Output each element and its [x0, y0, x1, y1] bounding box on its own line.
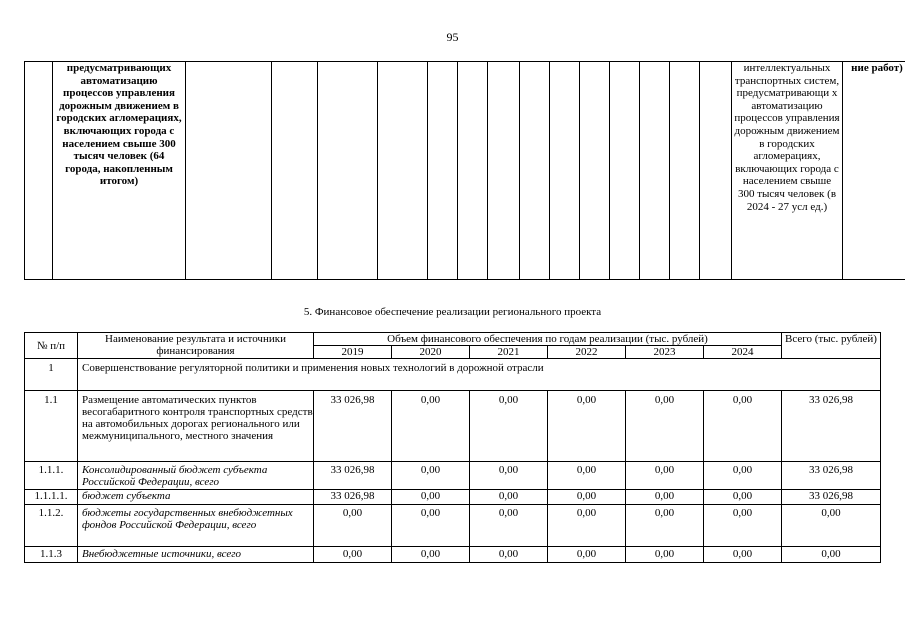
- header-year: 2019: [314, 346, 392, 359]
- row-num: 1.1.1.1.: [25, 490, 78, 505]
- value-cell: 0,00: [626, 391, 704, 462]
- value-cell: 33 026,98: [314, 462, 392, 490]
- value-cell: 0,00: [704, 490, 782, 505]
- empty-cell: [186, 62, 272, 280]
- total-cell: 33 026,98: [782, 391, 881, 462]
- value-cell: 0,00: [470, 547, 548, 563]
- value-cell: 0,00: [626, 547, 704, 563]
- header-year: 2022: [548, 346, 626, 359]
- header-volume: Объем финансового обеспечения по годам реализации (тыс. рублей): [314, 333, 782, 346]
- value-cell: 0,00: [704, 391, 782, 462]
- value-cell: 33 026,98: [314, 490, 392, 505]
- header-year: 2023: [626, 346, 704, 359]
- row-name: Консолидированный бюджет субъекта Российской Федерации, всего: [78, 462, 314, 490]
- value-cell: 0,00: [704, 462, 782, 490]
- total-cell: 0,00: [782, 547, 881, 563]
- value-cell: 0,00: [548, 547, 626, 563]
- header-name: Наименование результата и источники финансирования: [78, 333, 314, 359]
- value-cell: 0,00: [392, 505, 470, 547]
- section-title: 5. Финансовое обеспечение реализации регионального проекта: [303, 306, 602, 318]
- table-row: [25, 462, 881, 490]
- total-cell: 33 026,98: [782, 462, 881, 490]
- header-year: 2021: [470, 346, 548, 359]
- row-name: бюджет субъекта: [78, 490, 314, 505]
- row-name: Размещение автоматических пунктов весогабаритного контроля транспортных средств на автомобильных дорогах регионального или межмуниципального, местного значения: [78, 391, 314, 462]
- value-cell: 0,00: [704, 505, 782, 547]
- empty-cell: [550, 62, 580, 280]
- value-cell: 0,00: [470, 391, 548, 462]
- page-number: 95: [446, 30, 459, 44]
- value-cell: 0,00: [704, 547, 782, 563]
- value-cell: 0,00: [470, 505, 548, 547]
- empty-cell: [488, 62, 520, 280]
- value-cell: 0,00: [392, 391, 470, 462]
- table-row: [25, 547, 881, 563]
- value-cell: 0,00: [548, 462, 626, 490]
- empty-cell: [610, 62, 640, 280]
- section-num: 1: [25, 359, 78, 391]
- empty-cell: [25, 62, 53, 280]
- table-row: [25, 391, 881, 462]
- value-cell: 33 026,98: [314, 391, 392, 462]
- row-name: бюджеты государственных внебюджетных фондов Российской Федерации, всего: [78, 505, 314, 547]
- empty-cell: [520, 62, 550, 280]
- value-cell: 0,00: [548, 490, 626, 505]
- result-name-cell: предусматривающих автоматизацию процессов управления дорожным движением в городских агломерациях, включающих города с населением свыше 300 тысяч человек (64 города, накопленным итогом): [53, 62, 186, 280]
- row-name: Внебюджетные источники, всего: [78, 547, 314, 563]
- header-total: Всего (тыс. рублей): [782, 333, 881, 359]
- value-cell: 0,00: [626, 462, 704, 490]
- empty-cell: [640, 62, 670, 280]
- empty-cell: [378, 62, 428, 280]
- table-row: [25, 505, 881, 547]
- empty-cell: [700, 62, 732, 280]
- header-num: № п/п: [25, 333, 78, 359]
- value-cell: 0,00: [392, 462, 470, 490]
- empty-cell: [272, 62, 318, 280]
- value-cell: 0,00: [392, 547, 470, 563]
- finance-table: [24, 332, 881, 563]
- value-cell: 0,00: [470, 490, 548, 505]
- header-year: 2020: [392, 346, 470, 359]
- value-cell: 0,00: [470, 462, 548, 490]
- empty-cell: [580, 62, 610, 280]
- empty-cell: [318, 62, 378, 280]
- continued-table: [24, 61, 905, 280]
- empty-cell: [670, 62, 700, 280]
- empty-cell: [458, 62, 488, 280]
- total-cell: 0,00: [782, 505, 881, 547]
- value-cell: 0,00: [392, 490, 470, 505]
- value-cell: 0,00: [548, 391, 626, 462]
- value-cell: 0,00: [548, 505, 626, 547]
- value-cell: 0,00: [626, 505, 704, 547]
- table-row: [25, 490, 881, 505]
- row-num: 1.1: [25, 391, 78, 462]
- empty-cell: [428, 62, 458, 280]
- last-column-cell: ние работ): [843, 62, 905, 280]
- value-cell: 0,00: [626, 490, 704, 505]
- indicator-cell: интеллектуальных транспортных систем, предусматривающи х автоматизацию процессов управления дорожным движением в городских агломерациях, включающих города с населением свыше 300 тысяч человек (в 2024 - 27 усл ед.): [732, 62, 843, 280]
- header-year: 2024: [704, 346, 782, 359]
- row-num: 1.1.3: [25, 547, 78, 563]
- value-cell: 0,00: [314, 505, 392, 547]
- section-text: Совершенствование регуляторной политики и применения новых технологий в дорожной отрасли: [78, 359, 881, 391]
- total-cell: 33 026,98: [782, 490, 881, 505]
- row-num: 1.1.2.: [25, 505, 78, 547]
- row-num: 1.1.1.: [25, 462, 78, 490]
- value-cell: 0,00: [314, 547, 392, 563]
